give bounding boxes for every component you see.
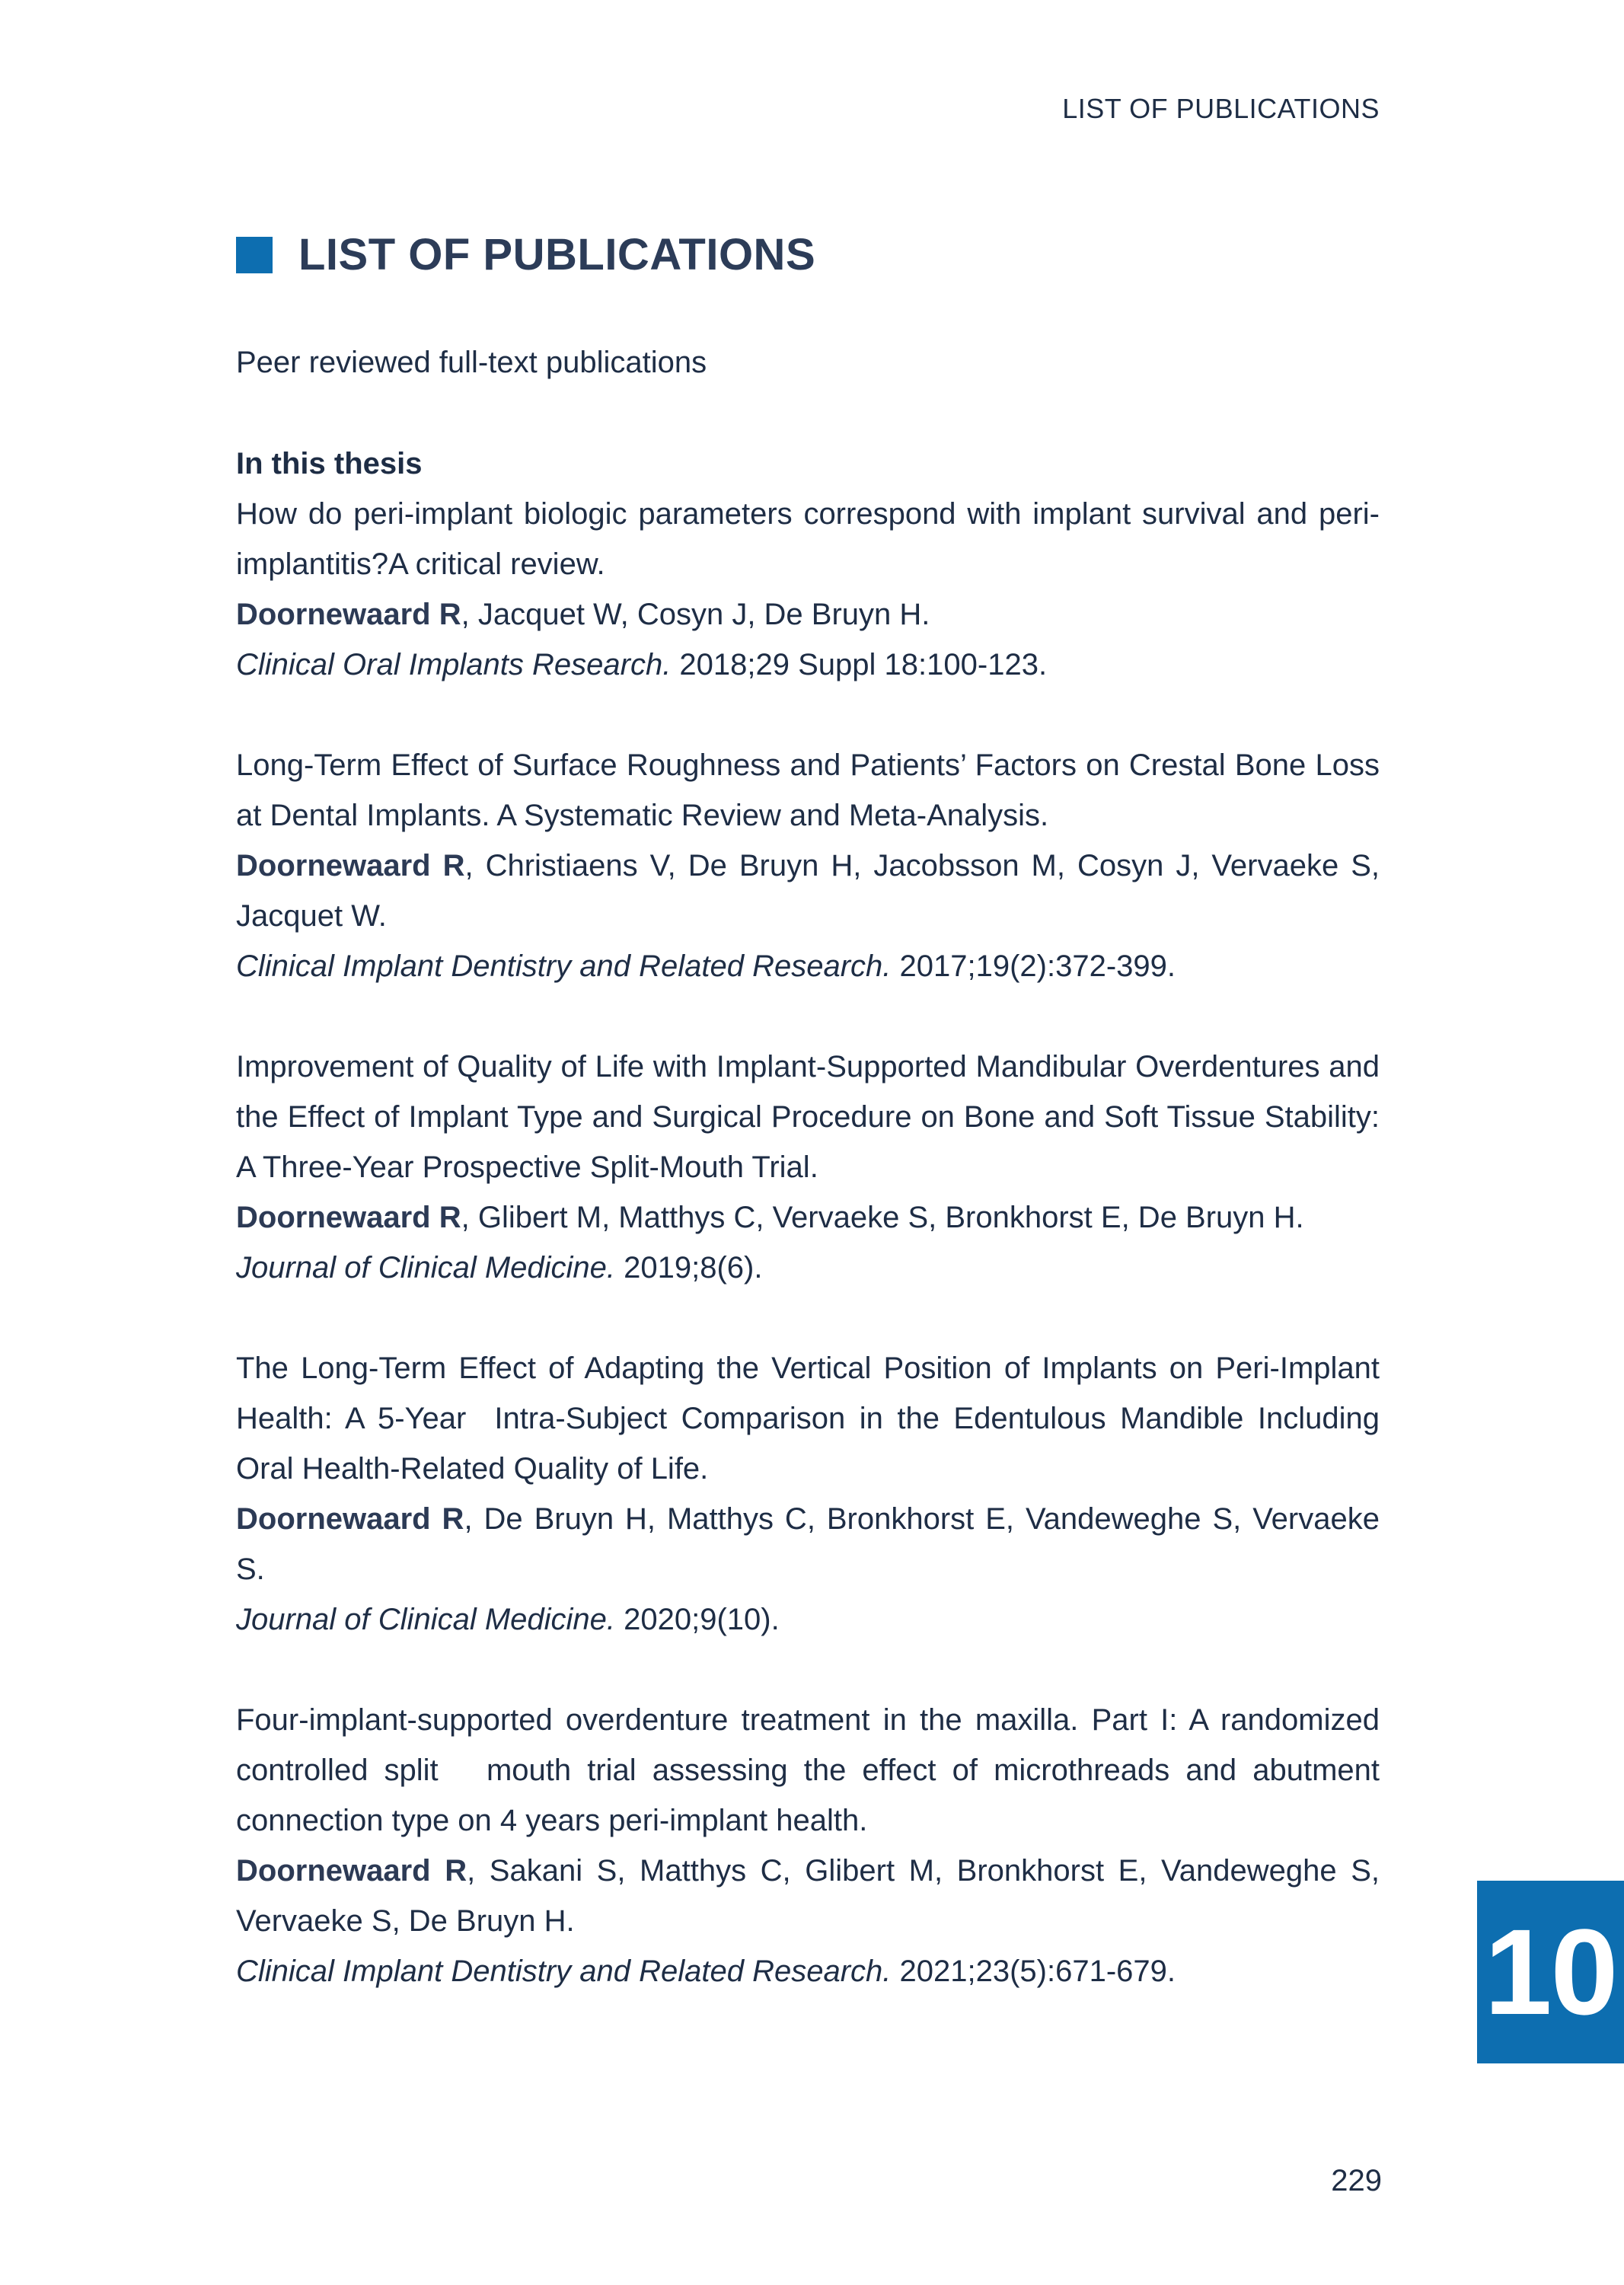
- citation-detail: 2019;8(6).: [615, 1251, 763, 1285]
- subheading: In this thesis: [236, 447, 423, 480]
- authors-rest: , Sakani S, Matthys C, Glibert M, Bronkhorst E, Vandeweghe S, Vervaeke S, De Bruyn H.: [236, 1854, 1380, 1938]
- publication-title: Four-implant-supported overdenture treatment in the maxilla. Part I: A randomized controlled split mouth trial assessing the effect of microthreads and abutment connection type on 4 years peri-implant health.: [236, 1703, 1380, 1837]
- journal-name: Journal of Clinical Medicine.: [236, 1603, 616, 1636]
- chapter-tab: [1477, 1881, 1624, 2063]
- publication-authors: [236, 841, 1380, 941]
- publication-journal: [236, 640, 1380, 690]
- author-highlight: Doornewaard R: [236, 1854, 467, 1888]
- author-highlight: Doornewaard R: [236, 849, 465, 882]
- journal-name: Clinical Implant Dentistry and Related Research.: [236, 949, 892, 983]
- publication-authors: [236, 1494, 1380, 1594]
- authors-rest: , Jacquet W, Cosyn J, De Bruyn H.: [461, 598, 930, 631]
- authors-rest: , Glibert M, Matthys C, Vervaeke S, Bronkhorst E, De Bruyn H.: [461, 1201, 1304, 1234]
- authors-rest: , Christiaens V, De Bruyn H, Jacobsson M, Cosyn J, Vervaeke S, Jacquet W.: [236, 849, 1380, 933]
- publication-journal: [236, 941, 1380, 991]
- journal-name: Journal of Clinical Medicine.: [236, 1251, 616, 1285]
- publication-title: The Long-Term Effect of Adapting the Vertical Position of Implants on Peri-Implant Health: A 5-Year Intra-Subject Comparison in the Edentulous Mandible Including Oral Health-Related Quality of Life.: [236, 1352, 1380, 1486]
- publication-title: How do peri-implant biologic parameters correspond with implant survival and peri-implantitis?A critical review.: [236, 497, 1380, 581]
- author-highlight: Doornewaard R: [236, 1502, 464, 1536]
- citation-detail: 2021;23(5):671-679.: [891, 1955, 1176, 1988]
- publication-authors: [236, 1846, 1380, 1946]
- publication-entry: [236, 1695, 1380, 1996]
- publication-journal: [236, 1243, 1380, 1293]
- section-title-row: [236, 229, 815, 280]
- publication-journal: [236, 1946, 1380, 1996]
- running-header: LIST OF PUBLICATIONS: [1062, 93, 1380, 124]
- page-title: LIST OF PUBLICATIONS: [298, 230, 816, 279]
- publication-authors: [236, 1192, 1380, 1243]
- publication-authors: [236, 589, 1380, 640]
- publication-title: Improvement of Quality of Life with Implant-Supported Mandibular Overdentures and the Effect of Implant Type and Surgical Procedure on Bone and Soft Tissue Stability: A Three-Year Prospective Split-Mouth Trial.: [236, 1050, 1380, 1184]
- publication-entry: [236, 1042, 1380, 1293]
- content-area: [236, 337, 1380, 1996]
- journal-name: Clinical Oral Implants Research.: [236, 648, 672, 681]
- author-highlight: Doornewaard R: [236, 1201, 461, 1234]
- author-highlight: Doornewaard R: [236, 598, 461, 631]
- intro-text: Peer reviewed full-text publications: [236, 346, 707, 379]
- citation-detail: 2017;19(2):372-399.: [891, 949, 1176, 983]
- citation-detail: 2018;29 Suppl 18:100-123.: [671, 648, 1048, 681]
- page-number: 229: [1331, 2164, 1382, 2197]
- publication-entry: [236, 489, 1380, 690]
- chapter-number: 10: [1484, 1904, 1617, 2040]
- authors-rest: , De Bruyn H, Matthys C, Bronkhorst E, Vandeweghe S, Vervaeke S.: [236, 1502, 1380, 1586]
- section-bullet-square-icon: [236, 237, 273, 273]
- publication-title: Long-Term Effect of Surface Roughness and Patients’ Factors on Crestal Bone Loss at Dental Implants. A Systematic Review and Meta-Analysis.: [236, 748, 1380, 832]
- publication-journal: [236, 1594, 1380, 1645]
- publication-entry: [236, 1343, 1380, 1645]
- citation-detail: 2020;9(10).: [615, 1603, 780, 1636]
- journal-name: Clinical Implant Dentistry and Related Research.: [236, 1955, 892, 1988]
- publication-entry: [236, 740, 1380, 991]
